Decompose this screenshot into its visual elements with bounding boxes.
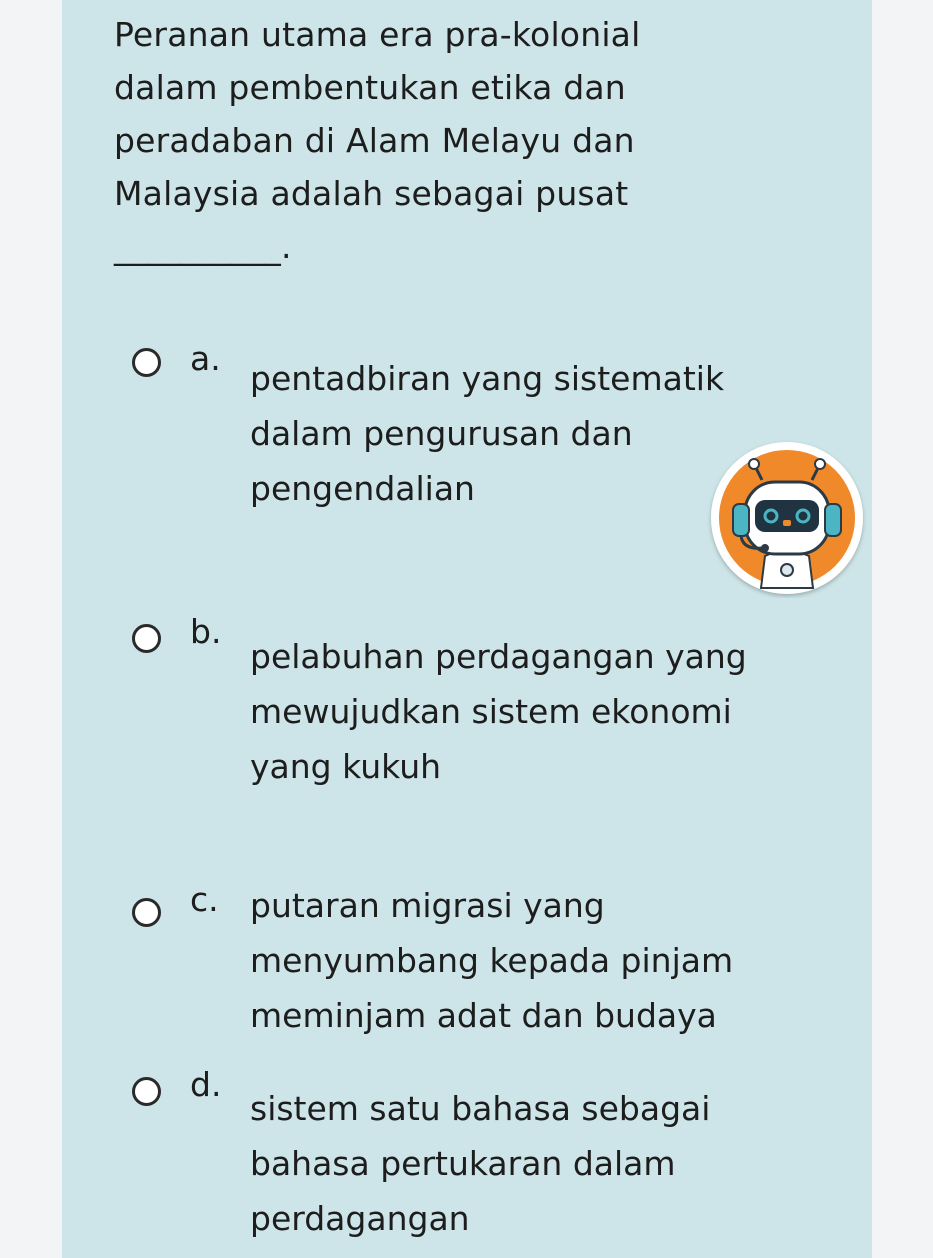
option-c-text: putaran migrasi yang menyumbang kepada pinjam meminjam adat dan budaya — [250, 886, 734, 1035]
option-d-radio[interactable] — [132, 1077, 161, 1106]
option-a-letter: a. — [190, 339, 221, 378]
option-b-text: pelabuhan perdagangan yang mewujudkan sistem ekonomi yang kukuh — [250, 637, 747, 786]
question-card — [62, 0, 872, 1258]
option-c-letter: c. — [190, 880, 219, 919]
question-stem: Peranan utama era pra-kolonial dalam pembentukan etika dan peradaban di Alam Melayu dan Malaysia adalah sebagai pusat — [114, 15, 641, 213]
option-d-letter: d. — [190, 1065, 222, 1104]
option-b-letter: b. — [190, 612, 222, 651]
question-blank: __________. — [114, 227, 292, 266]
option-d-text: sistem satu bahasa sebagai bahasa pertukaran dalam perdagangan — [250, 1089, 711, 1238]
option-a-text: pentadbiran yang sistematik dalam pengurusan dan pengendalian — [250, 359, 725, 508]
option-c-radio[interactable] — [132, 898, 161, 927]
option-a-radio[interactable] — [132, 348, 161, 377]
question-text — [114, 8, 754, 273]
option-b-radio[interactable] — [132, 624, 161, 653]
robot-assistant-icon[interactable] — [707, 438, 867, 598]
